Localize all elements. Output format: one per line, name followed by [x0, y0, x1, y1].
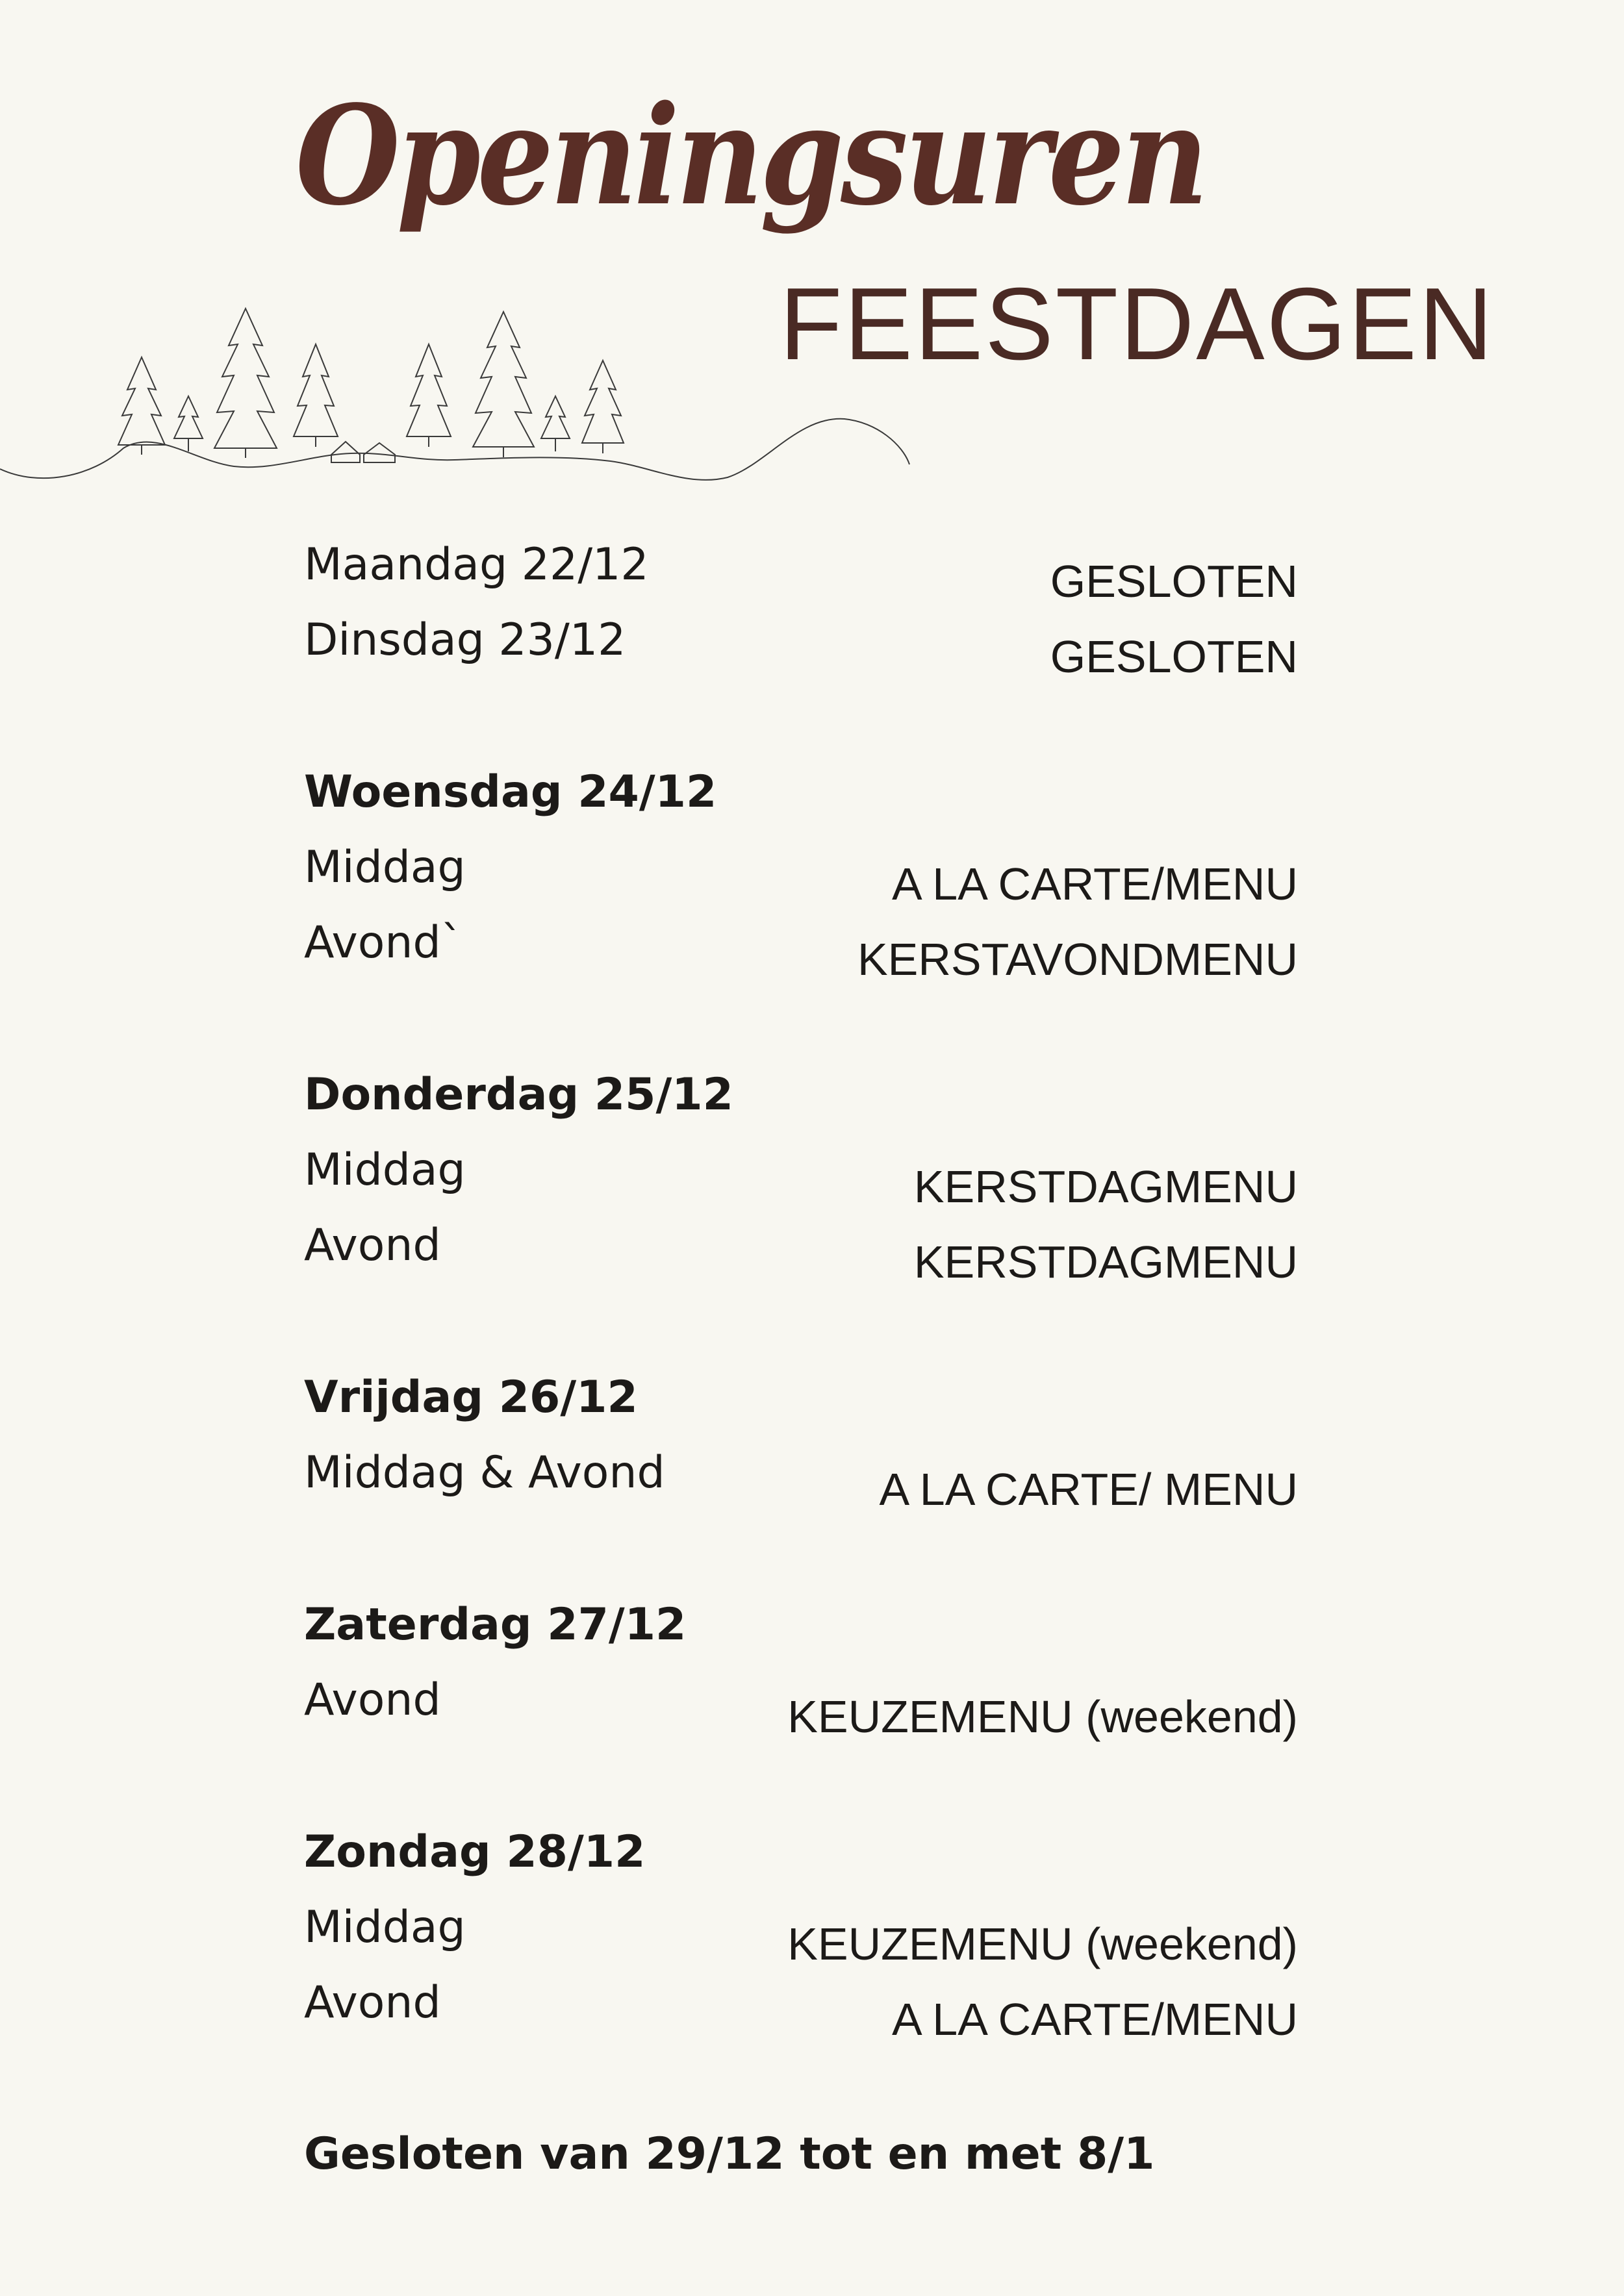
pine-tree-icon — [174, 396, 203, 451]
service-value: KERSTDAGMENU — [913, 1237, 1298, 1287]
pine-tree-icon — [541, 396, 570, 451]
closed-note: Gesloten van 29/12 tot en met 8/1 — [304, 2128, 1155, 2180]
service-label: Avond — [304, 1220, 441, 1271]
service-value: A LA CARTE/MENU — [891, 1994, 1298, 2045]
service-label: Middag — [304, 1902, 466, 1953]
script-title: Openingsuren — [296, 75, 1206, 236]
service-value: KEUZEMENU (weekend) — [787, 1919, 1298, 1969]
service-value: A LA CARTE/ MENU — [879, 1464, 1298, 1515]
service-value: KERSTDAGMENU — [913, 1161, 1298, 1212]
day-heading: Zondag 28/12 — [304, 1826, 646, 1878]
pine-tree-icon — [118, 357, 165, 455]
day-label: Maandag 22/12 — [304, 539, 649, 590]
service-value: A LA CARTE/MENU — [891, 859, 1298, 909]
service-label: Avond — [304, 1674, 441, 1726]
house-icon — [331, 442, 395, 462]
page-title: FEESTDAGEN — [780, 267, 1495, 381]
service-value: KEUZEMENU (weekend) — [787, 1691, 1298, 1742]
winter-landscape-illustration — [0, 299, 922, 507]
day-heading: Zaterdag 27/12 — [304, 1599, 687, 1650]
day-status: GESLOTEN — [1050, 631, 1298, 682]
pine-tree-icon — [582, 360, 624, 453]
service-label: Middag — [304, 1144, 466, 1196]
service-label: Middag — [304, 842, 466, 893]
service-value: KERSTAVONDMENU — [857, 934, 1298, 985]
day-heading: Donderdag 25/12 — [304, 1069, 733, 1120]
pine-tree-icon — [473, 312, 534, 457]
service-label: Avond` — [304, 917, 463, 968]
pine-tree-icon — [407, 344, 451, 447]
pine-tree-icon — [214, 309, 277, 458]
hill-line-icon — [0, 419, 909, 480]
pine-tree-icon — [294, 344, 338, 447]
service-label: Avond — [304, 1977, 441, 2028]
day-label: Dinsdag 23/12 — [304, 614, 626, 666]
service-label: Middag & Avond — [304, 1447, 665, 1498]
day-heading: Vrijdag 26/12 — [304, 1372, 638, 1423]
day-status: GESLOTEN — [1050, 556, 1298, 607]
day-heading: Woensdag 24/12 — [304, 766, 717, 818]
